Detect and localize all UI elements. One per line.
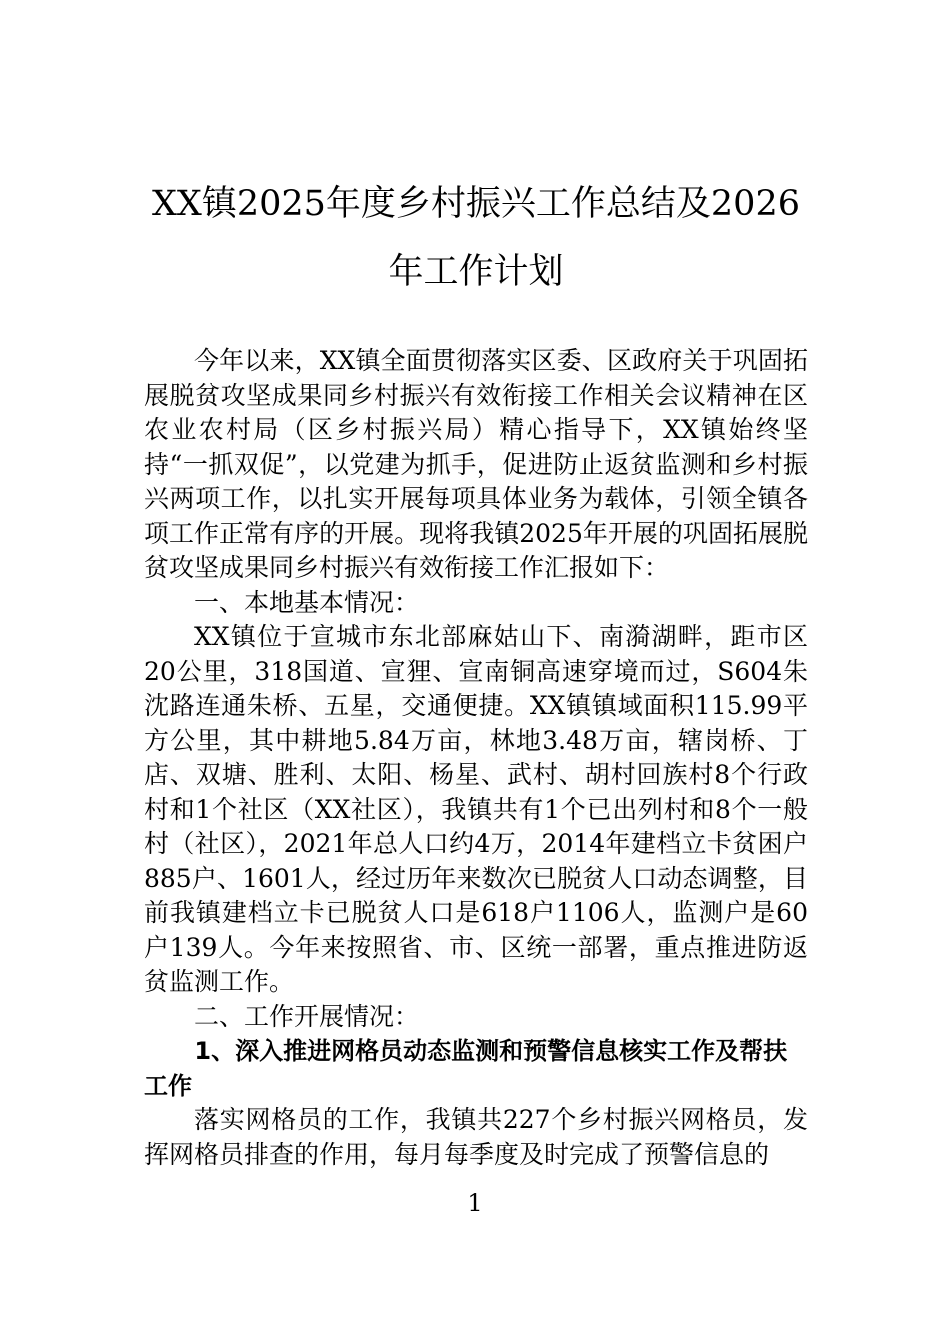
page-number: 1 (467, 1189, 483, 1217)
title-line-2: 年工作计划 (388, 252, 564, 292)
basic-info-paragraph: XX镇位于宣城市东北部麻姑山下、南漪湖畔，距市区20公里，318国道、宣狸、宣南铜高速穿境而过，S604朱沈路连通朱桥、五星，交通便捷。XX镇镇域面积115.99平方公里，其中耕地5.84万亩，林地3.48万亩，辖岗桥、丁店、双塘、胜利、太阳、杨星、武村、胡村回族村8个行政村和1个社区（XX社区），我镇共有1个已出列村和8个一般村（社区），2021年总人口约4万，2014年建档立卡贫困户885户、1601人，经过历年来数次已脱贫人口动态调整，目前我镇建档立卡已脱贫人口是618户1106人，监测户是60户139人。今年来按照省、市、区统一部署，重点推进防返贫监测工作。 (144, 622, 808, 996)
document-title (144, 170, 808, 306)
subheading-grid-monitoring: 1、深入推进网格员动态监测和预警信息核实工作及帮扶工作 (144, 1037, 788, 1100)
document-page (144, 170, 808, 1172)
grid-worker-paragraph: 落实网格员的工作，我镇共227个乡村振兴网格员，发挥网格员排查的作用，每月每季度及时完成了预警信息的 (144, 1105, 808, 1169)
title-line-1: XX镇2025年度乡村振兴工作总结及2026 (152, 184, 800, 224)
intro-paragraph: 今年以来，XX镇全面贯彻落实区委、区政府关于巩固拓展脱贫攻坚成果同乡村振兴有效衔接工作相关会议精神在区农业农村局（区乡村振兴局）精心指导下，XX镇始终坚持“一抓双促”，以党建为抓手，促进防止返贫监测和乡村振兴两项工作，以扎实开展每项具体业务为载体，引领全镇各项工作正常有序的开展。现将我镇2025年开展的巩固拓展脱贫攻坚成果同乡村振兴有效衔接工作汇报如下： (144, 346, 808, 582)
section-heading-work-progress: 二、工作开展情况： (194, 1001, 420, 1031)
section-heading-basic-info: 一、本地基本情况： (194, 587, 420, 617)
